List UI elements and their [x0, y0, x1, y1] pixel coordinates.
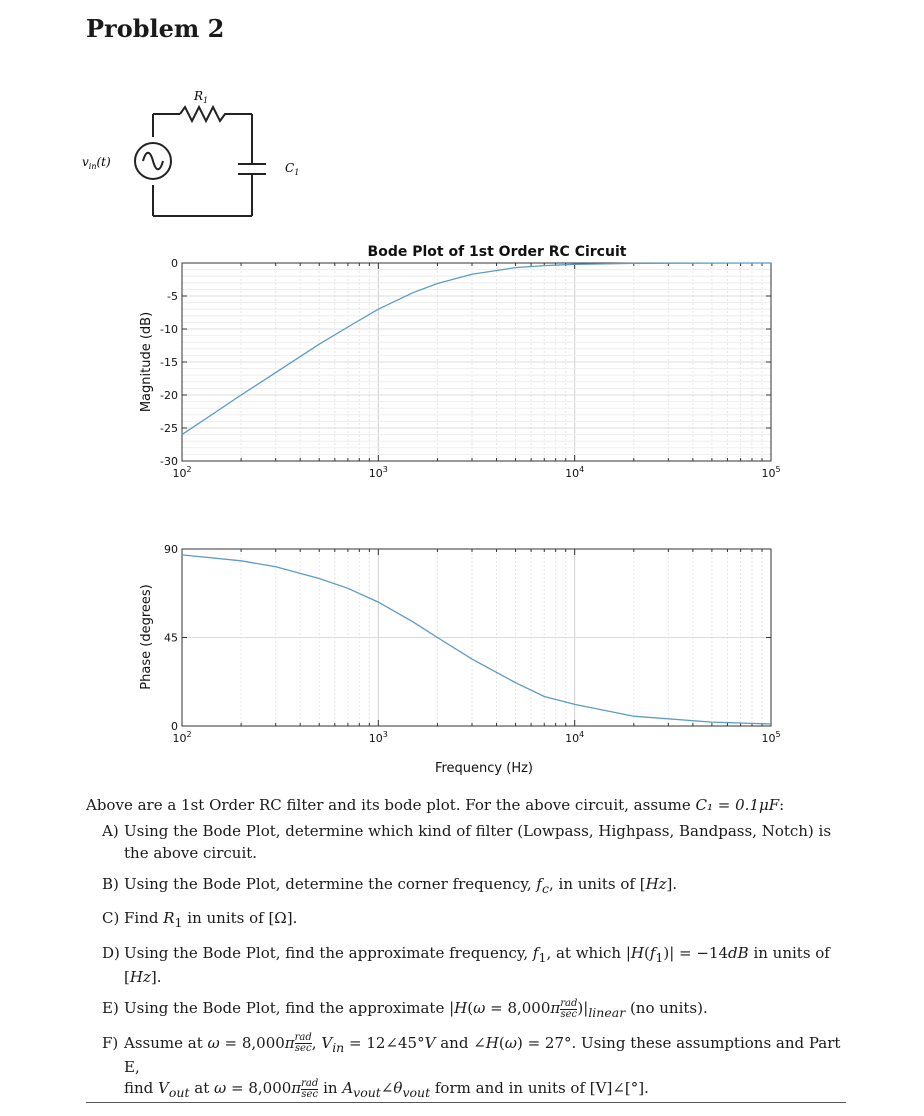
magnitude-xtick-label: $10^4$ [565, 465, 585, 480]
magnitude-xtick-label: $10^2$ [172, 465, 192, 480]
magnitude-xtick-label: $10^3$ [368, 465, 388, 480]
frequency-axis-label: Frequency (Hz) [434, 761, 534, 776]
problem-text [86, 795, 856, 1113]
phase-xtick-label: $10^3$ [368, 730, 388, 745]
phase-plot-grid [182, 549, 771, 726]
magnitude-ytick-label: -20 [160, 389, 178, 402]
magnitude-ytick-label: 0 [171, 257, 178, 270]
resistor-label: $R_1$ [194, 89, 209, 105]
phase-xtick-label: $10^5$ [761, 730, 781, 745]
part-c: C) Find $R_1$ in units of [Ω]. [102, 909, 298, 931]
magnitude-ytick-label: -10 [160, 323, 178, 336]
magnitude-axis-label: Magnitude (dB) [139, 311, 154, 413]
problem-intro: Above are a 1st Order RC filter and its bode plot. For the above circuit, assume C₁ = 0.1μF: [86, 796, 785, 814]
problem-title: Problem 2 [86, 14, 225, 43]
part-a: A) Using the Bode Plot, determine which kind of filter (Lowpass, Highpass, Bandpass, Notch) is the above circuit. [102, 821, 832, 862]
magnitude-xtick-label: $10^5$ [761, 465, 781, 480]
phase-ytick-label: 90 [164, 543, 178, 556]
rc-circuit-diagram [80, 82, 320, 227]
phase-xtick-label: $10^2$ [172, 730, 192, 745]
magnitude-plot-grid [182, 263, 771, 461]
magnitude-ytick-label: -5 [167, 290, 178, 303]
phase-ytick-label: 45 [164, 631, 178, 645]
magnitude-ytick-label: -30 [160, 455, 178, 468]
part-d: D) Using the Bode Plot, find the approximate frequency, $f_1$, at which $|H(f_1)| = -14dB$ in units of [Hz]. [102, 943, 830, 986]
part-b: B) Using the Bode Plot, determine the corner frequency, $f_c$, in units of [Hz]. [102, 875, 678, 897]
magnitude-plot-title: Bode Plot of 1st Order RC Circuit [367, 244, 627, 260]
footer-rule [86, 1102, 846, 1103]
capacitor-label: $C_1$ [285, 161, 300, 177]
part-e: E) Using the Bode Plot, find the approximate |H(ω = 8,000π rad sec )$|_{linear}$ (no units). [102, 997, 708, 1021]
phase-curve [182, 555, 771, 724]
part-f: F) Assume at ω = 8,000π rad sec , $V_{in}$ = 12∠45°V and ∠H(ω) = 27°. Using these assumptions and Part E, find $V_{out}$ at ω = 8,000π rad sec in $A_{vout}\angle\theta_{vout}$ form and in units of [V]∠[°]. [102, 1032, 841, 1101]
bode-plot-figure [100, 235, 820, 780]
resistor-symbol [180, 107, 230, 121]
magnitude-ytick-label: -15 [160, 356, 178, 369]
phase-xtick-label: $10^4$ [565, 730, 585, 745]
magnitude-ytick-label: -25 [160, 422, 178, 435]
phase-ytick-label: 0 [171, 720, 178, 733]
source-label: $v_{in}(t)$ [82, 155, 111, 171]
phase-axis-label: Phase (degrees) [139, 584, 154, 690]
